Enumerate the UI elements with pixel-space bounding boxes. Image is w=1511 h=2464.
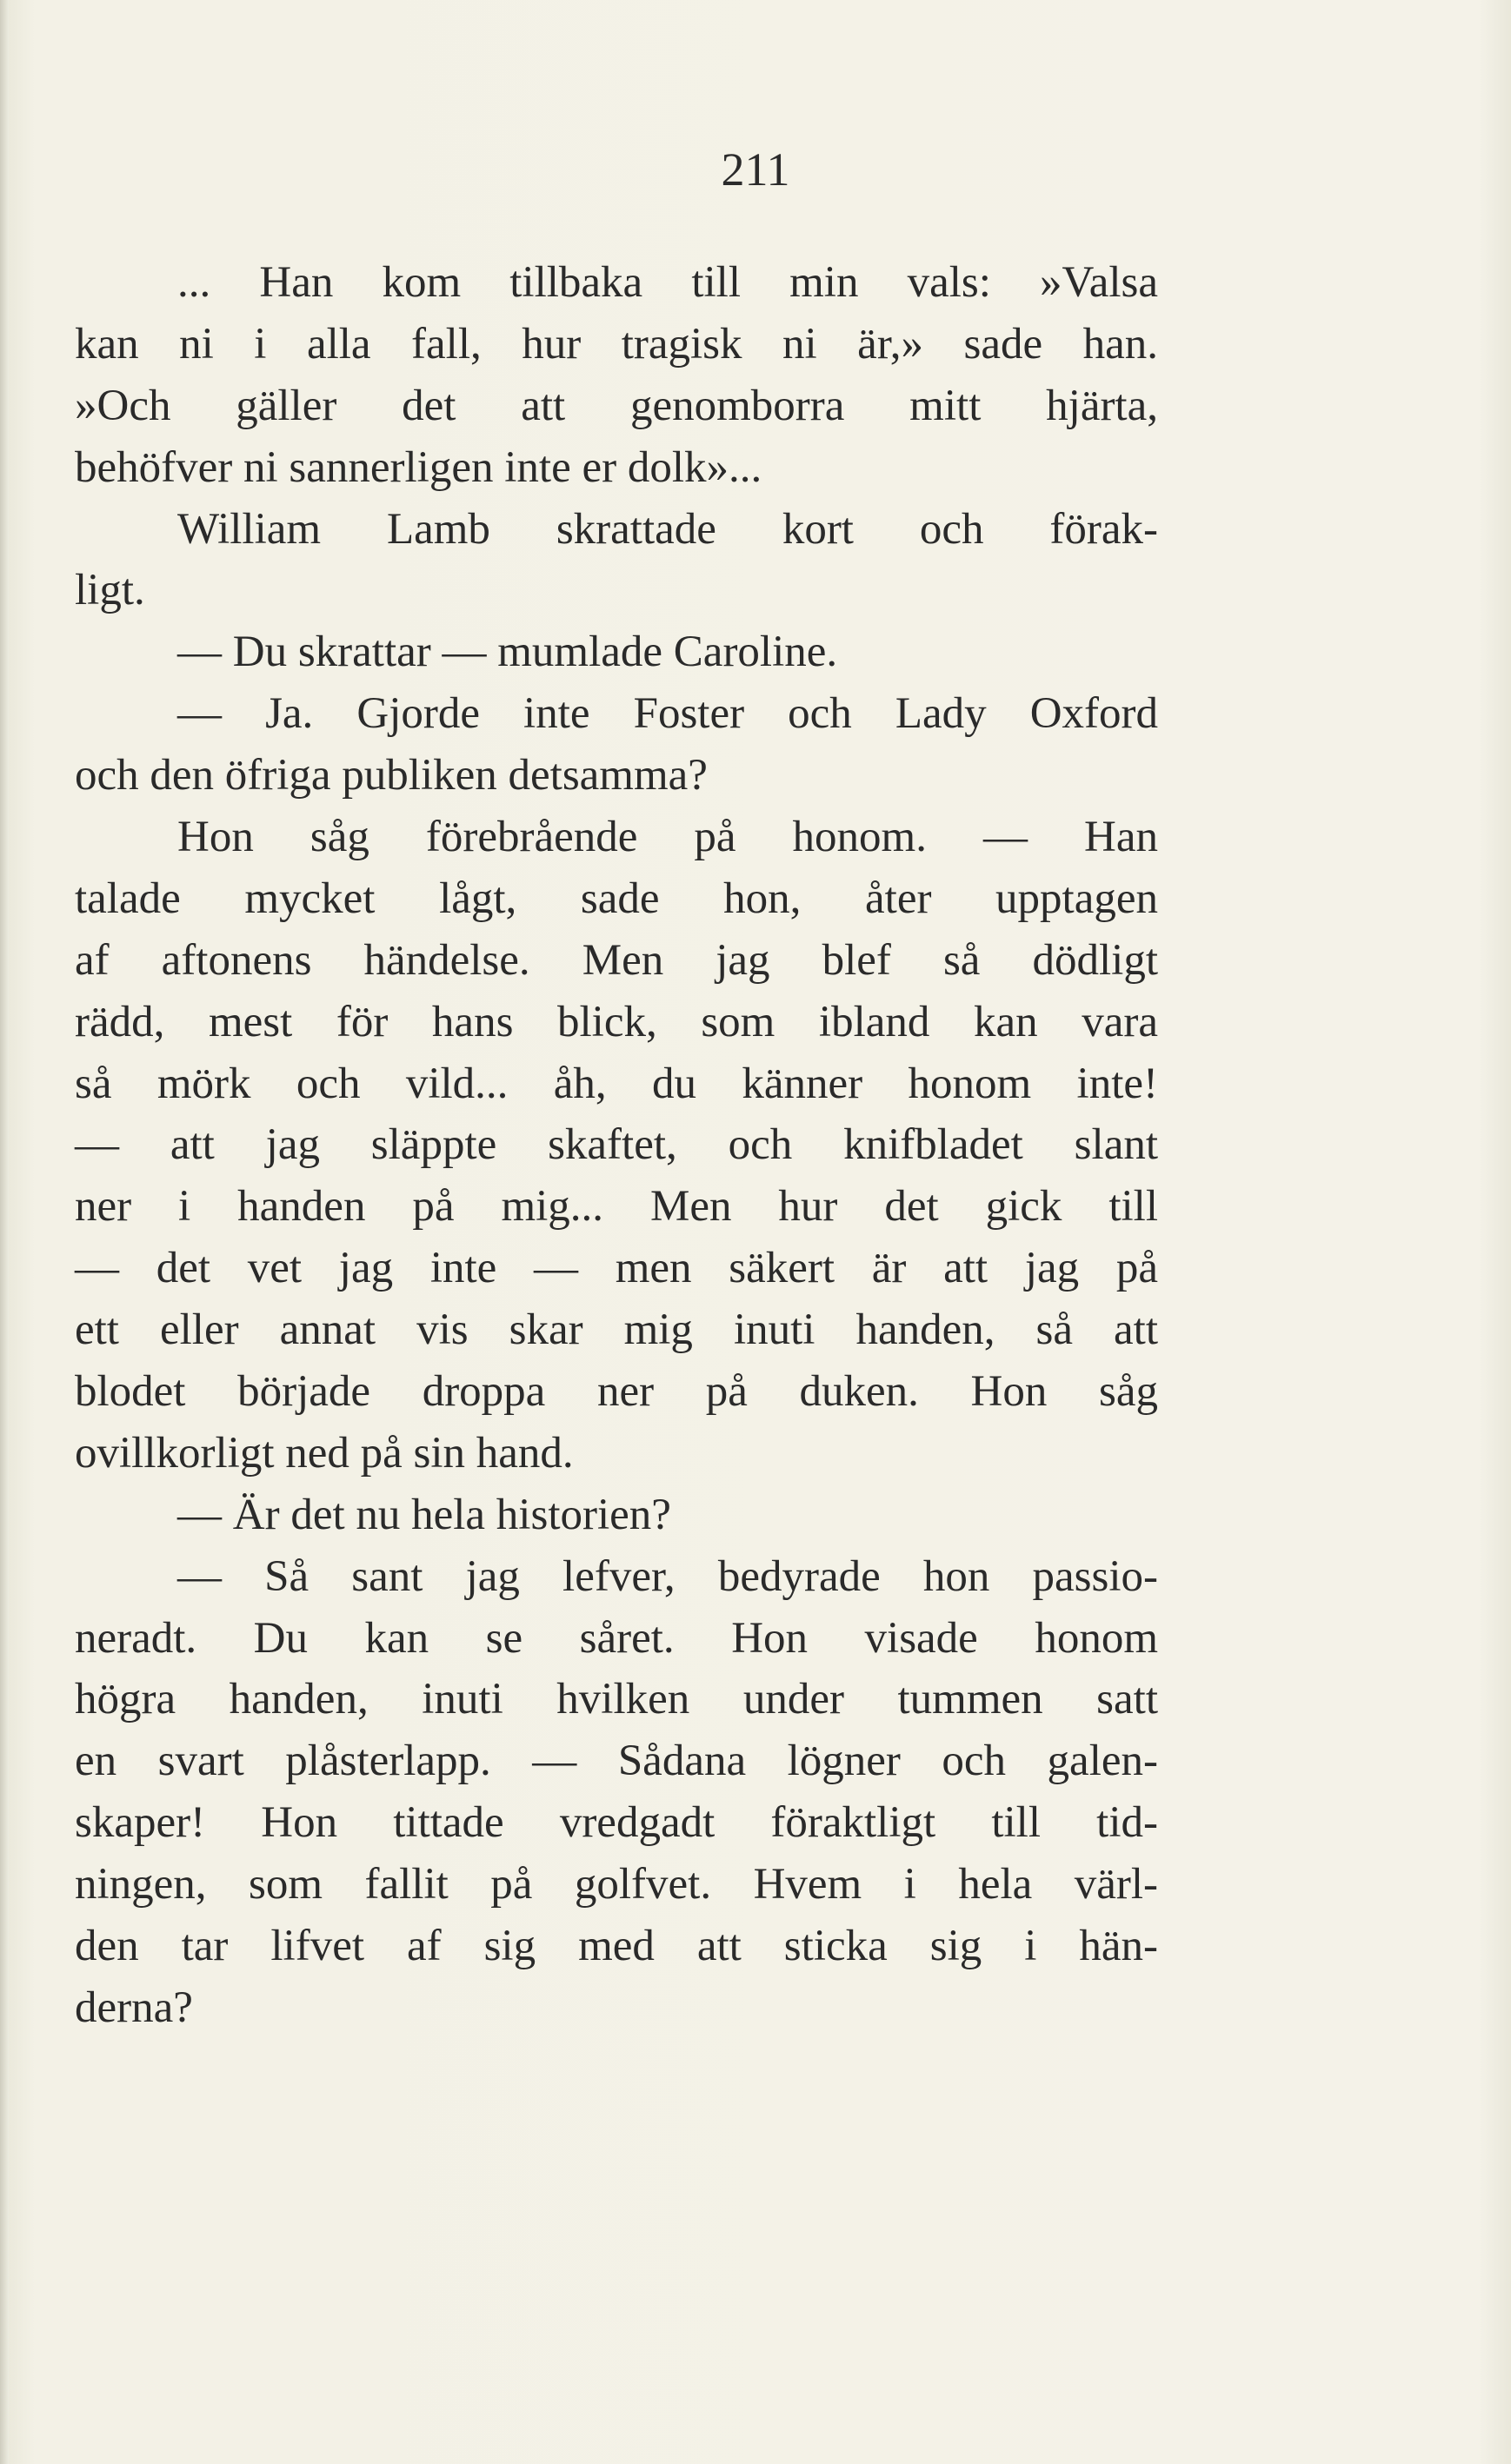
- text-line: kan ni i alla fall, hur tragisk ni är,» sade han.: [75, 319, 1158, 369]
- text-line: — Så sant jag lefver, bedyrade hon passio-: [177, 1551, 1158, 1601]
- text-line: talade mycket lågt, sade hon, åter upptagen: [75, 873, 1158, 923]
- body-text: [75, 252, 1158, 2039]
- page-number: 211: [721, 143, 790, 196]
- text-line: behöfver ni sannerligen inte er dolk»...: [75, 442, 762, 492]
- text-line: rädd, mest för hans blick, som ibland kan vara: [75, 997, 1158, 1046]
- text-line: »Och gäller det att genomborra mitt hjärta,: [75, 381, 1158, 430]
- text-line: så mörk och vild... åh, du känner honom inte!: [75, 1059, 1158, 1108]
- text-line: ligt.: [75, 566, 145, 615]
- text-line: ningen, som fallit på golfvet. Hvem i hela värl-: [75, 1860, 1158, 1909]
- text-line: ner i handen på mig... Men hur det gick till: [75, 1182, 1158, 1232]
- text-line: ett eller annat vis skar mig inuti handen, så att: [75, 1305, 1158, 1355]
- text-line: en svart plåsterlapp. — Sådana lögner och galen-: [75, 1737, 1158, 1786]
- text-line: William Lamb skrattade kort och förak-: [177, 504, 1158, 554]
- text-line: — Ja. Gjorde inte Foster och Lady Oxford: [177, 689, 1158, 739]
- text-line: högra handen, inuti hvilken under tummen satt: [75, 1675, 1158, 1724]
- text-line: ... Han kom tillbaka till min vals: »Valsa: [177, 258, 1158, 307]
- text-line: derna?: [75, 1982, 193, 2032]
- text-line: ovillkorligt ned på sin hand.: [75, 1428, 574, 1478]
- text-line: — det vet jag inte — men säkert är att jag på: [75, 1244, 1158, 1293]
- text-line: — att jag släppte skaftet, och knifbladet slant: [75, 1120, 1158, 1170]
- text-line: — Är det nu hela historien?: [177, 1490, 671, 1539]
- text-line: neradt. Du kan se såret. Hon visade honom: [75, 1613, 1158, 1663]
- text-line: Hon såg förebrående på honom. — Han: [177, 813, 1158, 862]
- text-line: och den öfriga publiken detsamma?: [75, 751, 708, 800]
- text-line: den tar lifvet af sig med att sticka sig i hän-: [75, 1922, 1158, 1971]
- text-line: blodet började droppa ner på duken. Hon såg: [75, 1367, 1158, 1417]
- text-line: af aftonens händelse. Men jag blef så dödligt: [75, 935, 1158, 985]
- page-binding-edge: [0, 0, 9, 2464]
- text-line: — Du skrattar — mumlade Caroline.: [177, 628, 838, 677]
- text-line: skaper! Hon tittade vredgadt föraktligt till tid-: [75, 1798, 1158, 1848]
